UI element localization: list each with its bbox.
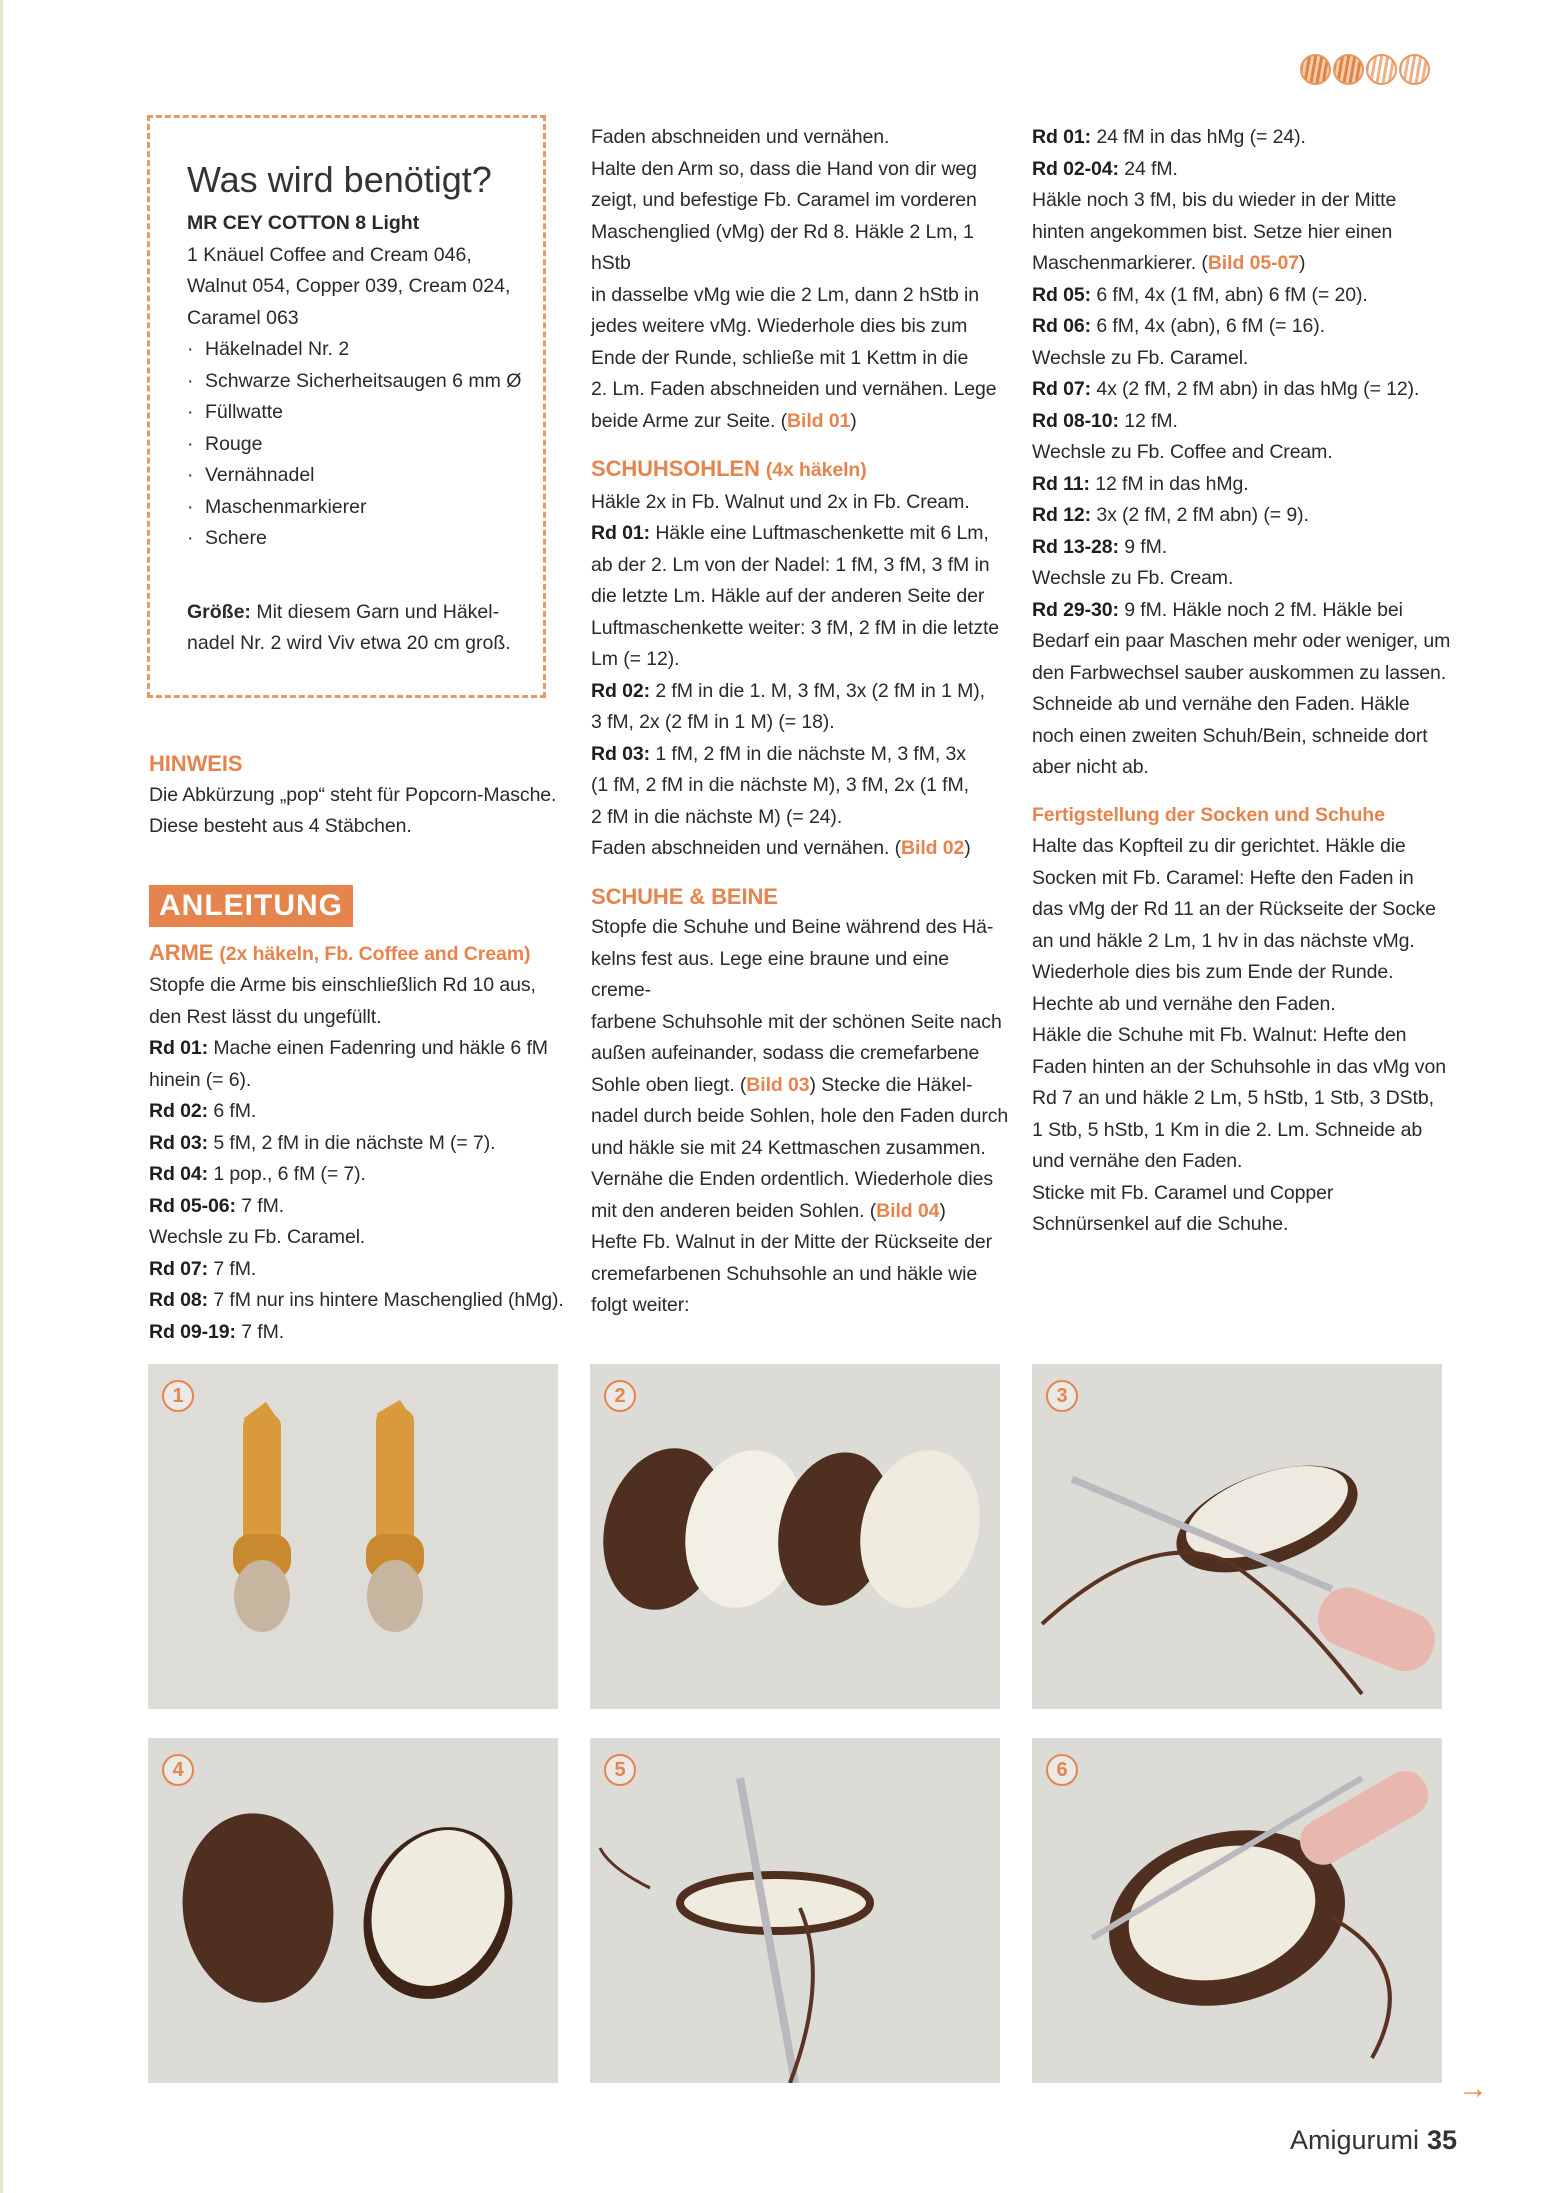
text-line: Rd 7 an und häkle 2 Lm, 5 hStb, 1 Stb, 3 DStb, xyxy=(1032,1087,1434,1109)
arme-heading: ARME (2x häkeln, Fb. Coffee and Cream) xyxy=(149,939,531,965)
image-reference: Bild 02 xyxy=(901,837,965,859)
list-item: · Füllwatte xyxy=(187,397,532,429)
text-line: Rd 04: 1 pop., 6 fM (= 7). xyxy=(149,1163,366,1185)
text-line: Faden hinten an der Schuhsohle in das vMg von xyxy=(1032,1055,1446,1078)
text-line: nadel durch beide Sohlen, hole den Faden durch xyxy=(591,1105,1009,1127)
yarn-ball-icon xyxy=(1399,54,1430,85)
anleitung-banner: ANLEITUNG xyxy=(149,885,353,927)
size-label: Größe: xyxy=(187,600,251,623)
text-line: Rd 11: 12 fM in das hMg. xyxy=(1032,472,1249,495)
page-edge-strip xyxy=(0,0,3,2193)
text-line: ab der 2. Lm von der Nadel: 1 fM, 3 fM, 3 fM in xyxy=(591,553,990,576)
text-line: Rd 02-04: 24 fM. xyxy=(1032,157,1178,180)
photo-number-badge: 5 xyxy=(604,1754,636,1786)
text-line: an und häkle 2 Lm, 1 hv in das nächste vMg. xyxy=(1032,929,1415,952)
text-line: das vMg der Rd 11 an der Rückseite der Socke xyxy=(1032,898,1436,920)
text-line: Socken mit Fb. Caramel: Hefte den Faden in xyxy=(1032,866,1414,889)
text-line: die letzte Lm. Häkle auf der anderen Seite der xyxy=(591,585,985,607)
text-line: jedes weitere vMg. Wiederhole dies bis zum xyxy=(591,315,968,337)
text-line: Faden abschneiden und vernähen. xyxy=(591,126,890,148)
text-line: Rd 08-10: 12 fM. xyxy=(1032,409,1178,432)
marker-image xyxy=(590,1738,1000,2083)
size-note: Größe: Mit diesem Garn und Häkel- nadel Nr. 2 wird Viv etwa 20 cm groß. xyxy=(187,600,511,654)
text-line: Rd 05-06: 7 fM. xyxy=(149,1194,285,1217)
photo-4 xyxy=(148,1738,558,2083)
joining-soles-image xyxy=(1032,1364,1442,1709)
text-line: Ende der Runde, schließe mit 1 Kettm in die xyxy=(591,346,969,369)
photo-2 xyxy=(590,1364,1000,1709)
text-line: Wechsle zu Fb. Coffee and Cream. xyxy=(1032,441,1333,463)
text-line: folgt weiter: xyxy=(591,1294,690,1316)
text-line: hinein (= 6). xyxy=(149,1068,252,1091)
sohlen-heading: SCHUHSOHLEN (4x häkeln) xyxy=(591,456,867,481)
schuhe-rows-continued xyxy=(1032,122,1472,784)
text-line: Rd 12: 3x (2 fM, 2 fM abn) (= 9). xyxy=(1032,504,1309,526)
text-line: Wiederhole dies bis zum Ende der Runde. xyxy=(1032,961,1394,983)
page-number: 35 xyxy=(1427,2125,1458,2155)
continue-arrow-icon: → xyxy=(1458,2072,1488,2105)
image-reference: Bild 04 xyxy=(876,1199,940,1222)
yarn-ball-icon xyxy=(1333,54,1364,85)
finish-heading: Fertigstellung der Socken und Schuhe xyxy=(1032,803,1385,826)
text-line: aber nicht ab. xyxy=(1032,756,1149,778)
text-line: 1 Stb, 5 hStb, 1 Km in die 2. Lm. Schneide ab xyxy=(1032,1118,1423,1141)
text-line: Maschenglied (vMg) der Rd 8. Häkle 2 Lm, 1 hStb xyxy=(591,220,974,274)
text-line: Stopfe die Schuhe und Beine während des Hä- xyxy=(591,916,994,938)
text-line: Rd 03: 5 fM, 2 fM in die nächste M (= 7). xyxy=(149,1131,496,1154)
text-line: farbene Schuhsohle mit der schönen Seite nach xyxy=(591,1010,1002,1033)
text-line: 2 fM in die nächste M) (= 24). xyxy=(591,805,843,828)
photo-3 xyxy=(1032,1364,1442,1709)
text-line: Halte den Arm so, dass die Hand von dir weg xyxy=(591,157,977,180)
schuhe-rows xyxy=(591,912,1011,1322)
text-line: außen aufeinander, sodass die cremefarbene xyxy=(591,1042,980,1064)
list-item: · Schere xyxy=(187,523,532,555)
text-line: Rd 29-30: 9 fM. Häkle noch 2 fM. Häkle bei xyxy=(1032,598,1403,621)
text-line: Rd 07: 4x (2 fM, 2 fM abn) in das hMg (= 12). xyxy=(1032,378,1420,400)
sohlen-rows xyxy=(591,487,1011,865)
list-item: · Rouge xyxy=(187,429,532,461)
materials-box xyxy=(147,115,546,698)
shoe-wall-image xyxy=(1032,1738,1442,2083)
finish-rows xyxy=(1032,831,1472,1241)
text-line: Rd 02: 2 fM in die 1. M, 3 fM, 3x (2 fM in 1 M), xyxy=(591,679,985,702)
list-item: · Vernähnadel xyxy=(187,460,532,492)
text-line: Hefte Fb. Walnut in der Mitte der Rückseite der xyxy=(591,1231,992,1253)
text-line: mit den anderen beiden Sohlen. (Bild 04) xyxy=(591,1199,946,1222)
photo-number-badge: 4 xyxy=(162,1754,194,1786)
text-line: Rd 01: 24 fM in das hMg (= 24). xyxy=(1032,126,1306,148)
arme-continued xyxy=(591,122,1011,437)
materials-title: Was wird benötigt? xyxy=(187,159,492,200)
text-line: beide Arme zur Seite. (Bild 01) xyxy=(591,409,857,432)
list-item: · Häkelnadel Nr. 2 xyxy=(187,334,532,366)
text-line: Wechsle zu Fb. Caramel. xyxy=(149,1226,366,1248)
text-line: und vernähe den Faden. xyxy=(1032,1150,1243,1172)
text-line: 2. Lm. Faden abschneiden und vernähen. Lege xyxy=(591,378,997,400)
text-line: Häkle die Schuhe mit Fb. Walnut: Hefte den xyxy=(1032,1024,1407,1046)
text-line: Rd 01: Häkle eine Luftmaschenkette mit 6 Lm, xyxy=(591,522,989,544)
image-reference: Bild 05-07 xyxy=(1207,252,1299,274)
arme-rows xyxy=(149,1033,569,1348)
schuhe-heading: SCHUHE & BEINE xyxy=(591,883,778,909)
photo-number-badge: 3 xyxy=(1046,1380,1078,1412)
text-line: Rd 05: 6 fM, 4x (1 fM, abn) 6 fM (= 20). xyxy=(1032,283,1368,306)
text-line: Rd 09-19: 7 fM. xyxy=(149,1320,285,1343)
column-1: HINWEIS Die Abkürzung „pop“ steht für Popcorn-Masche. Diese besteht aus 4 Stäbchen. ANLEITUNG ARME (2x häkeln, Fb. Coffee and Cream) Stopfe die Arme bis einschließlich Rd 10 aus, den Rest lässt du ungefüllt. Rd 01: Mache einen Fadenring und häkle 6 fM hinein (= 6). Rd 02: 6 fM. Rd 03: 5 fM, 2 fM in die nächste M (= 7). Rd 04: 1 pop., 6 fM (= 7). Rd 05-06: 7 fM. Wechsle zu Fb. Caramel. Rd 07: 7 fM. Rd 08: 7 fM nur ins hintere Maschenglied (hMg). Rd 09-19: 7 fM. xyxy=(149,748,569,1348)
materials-list xyxy=(187,334,532,555)
photo-number-badge: 1 xyxy=(162,1380,194,1412)
text-line: cremefarbenen Schuhsohle an und häkle wie xyxy=(591,1262,978,1285)
text-line: zeigt, und befestige Fb. Caramel im vorderen xyxy=(591,189,977,211)
yarn-ball-icon xyxy=(1300,54,1331,85)
photo-6 xyxy=(1032,1738,1442,2083)
yarn-lines: 1 Knäuel Coffee and Cream 046, Walnut 054, Copper 039, Cream 024, Caramel 063 xyxy=(187,243,511,329)
text-line: Häkle 2x in Fb. Walnut und 2x in Fb. Cream. xyxy=(591,490,970,513)
text-line: hinten angekommen bist. Setze hier einen xyxy=(1032,220,1393,243)
text-line: Bedarf ein paar Maschen mehr oder weniger, um xyxy=(1032,630,1451,652)
text-line: Vernähe die Enden ordentlich. Wiederhole dies xyxy=(591,1168,994,1190)
text-line: Rd 02: 6 fM. xyxy=(149,1100,257,1122)
text-line: Schneide ab und vernähe den Faden. Häkle xyxy=(1032,693,1410,715)
magazine-name: Amigurumi xyxy=(1290,2125,1420,2155)
yarn-ball-icon xyxy=(1366,54,1397,85)
image-reference: Bild 03 xyxy=(746,1073,810,1096)
yarn-balls-logo xyxy=(1300,54,1430,85)
text-line: Halte das Kopfteil zu dir gerichtet. Häkle die xyxy=(1032,835,1406,857)
column-3 xyxy=(1032,122,1472,1241)
yarn-name: MR CEY COTTON 8 Light xyxy=(187,212,420,234)
text-line: Häkle noch 3 fM, bis du wieder in der Mitte xyxy=(1032,189,1397,211)
photo-5 xyxy=(590,1738,1000,2083)
joined-soles-image xyxy=(148,1738,558,2083)
text-line: den Farbwechsel sauber auskommen zu lassen. xyxy=(1032,661,1447,684)
text-line: (1 fM, 2 fM in die nächste M), 3 fM, 2x (1 fM, xyxy=(591,774,969,796)
note-heading: HINWEIS xyxy=(149,751,243,776)
text-line: Sticke mit Fb. Caramel und Copper xyxy=(1032,1181,1334,1204)
text-line: 3 fM, 2x (2 fM in 1 M) (= 18). xyxy=(591,711,835,733)
text-line: kelns fest aus. Lege eine braune und eine creme- xyxy=(591,947,950,1001)
text-line: Rd 08: 7 fM nur ins hintere Maschenglied (hMg). xyxy=(149,1289,564,1311)
image-reference: Bild 01 xyxy=(787,409,851,432)
photo-number-badge: 6 xyxy=(1046,1754,1078,1786)
text-line: noch einen zweiten Schuh/Bein, schneide dort xyxy=(1032,724,1428,747)
column-2 xyxy=(591,122,1011,1322)
text-line: in dasselbe vMg wie die 2 Lm, dann 2 hStb in xyxy=(591,283,979,306)
list-item: · Schwarze Sicherheitsaugen 6 mm Ø xyxy=(187,366,532,398)
text-line: Maschenmarkierer. (Bild 05-07) xyxy=(1032,252,1306,274)
arms-image xyxy=(148,1364,558,1709)
text-line: Faden abschneiden und vernähen. (Bild 02) xyxy=(591,837,971,859)
soles-image xyxy=(590,1364,1000,1709)
list-item: · Maschenmarkierer xyxy=(187,492,532,524)
text-line: Sohle oben liegt. (Bild 03) Stecke die Häkel- xyxy=(591,1073,973,1096)
text-line: Rd 07: 7 fM. xyxy=(149,1257,257,1280)
photo-number-badge: 2 xyxy=(604,1380,636,1412)
photo-1 xyxy=(148,1364,558,1709)
text-line: und häkle sie mit 24 Kettmaschen zusammen. xyxy=(591,1136,986,1159)
text-line: Hechte ab und vernähe den Faden. xyxy=(1032,992,1336,1015)
text-line: Rd 01: Mache einen Fadenring und häkle 6 fM xyxy=(149,1037,548,1059)
page-footer xyxy=(1290,2125,1457,2156)
text-line: Rd 13-28: 9 fM. xyxy=(1032,535,1168,558)
text-line: Rd 03: 1 fM, 2 fM in die nächste M, 3 fM, 3x xyxy=(591,742,966,765)
text-line: Luftmaschenkette weiter: 3 fM, 2 fM in die letzte xyxy=(591,616,1000,639)
text-line: Wechsle zu Fb. Caramel. xyxy=(1032,346,1249,369)
text-line: Wechsle zu Fb. Cream. xyxy=(1032,567,1234,589)
text-line: Rd 06: 6 fM, 4x (abn), 6 fM (= 16). xyxy=(1032,315,1325,337)
text-line: Lm (= 12). xyxy=(591,648,680,670)
text-line: Schnürsenkel auf die Schuhe. xyxy=(1032,1213,1289,1235)
